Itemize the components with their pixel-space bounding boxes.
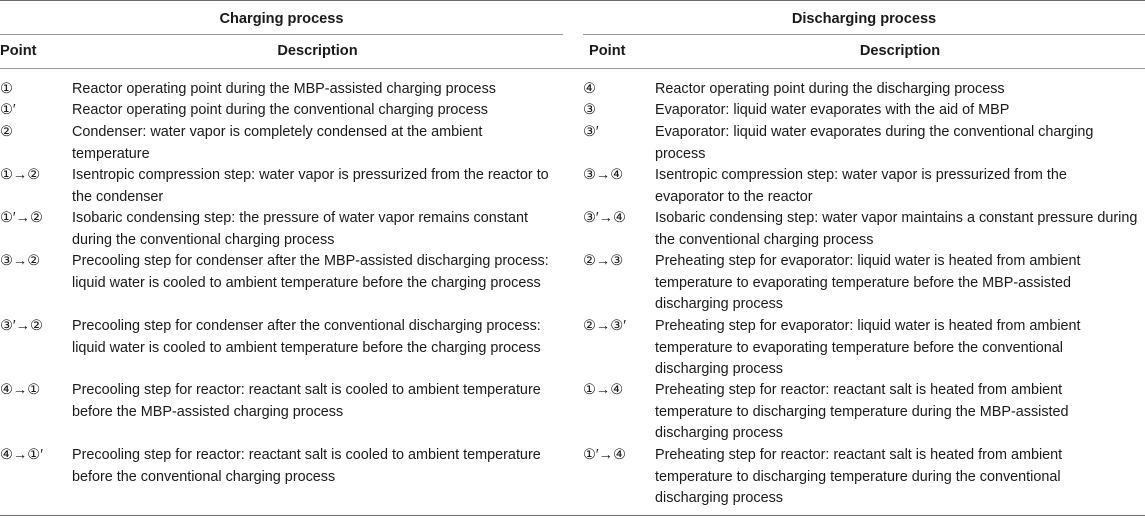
- charging-row-5-point: ①′→②: [0, 210, 43, 226]
- table-top-rule: [0, 0, 1145, 1]
- charging-title: Charging process: [219, 11, 344, 27]
- charging-row-4-point: ①→②: [0, 167, 41, 183]
- charging-section-rule: [0, 34, 563, 35]
- table-bottom-rule: [0, 515, 1145, 516]
- charging-row-9-point: ④→①′: [0, 447, 43, 463]
- discharging-row-5-point: ③′→④: [583, 210, 626, 226]
- charging-point-header: Point: [0, 43, 37, 59]
- discharging-row-4-point: ③→④: [583, 167, 624, 183]
- discharging-point-header: Point: [589, 43, 626, 59]
- discharging-row-5-description: Isobaric condensing step: water vapor maintains a constant pressure during the conventional charging process: [655, 210, 1138, 248]
- discharging-row-2-description: Evaporator: liquid water evaporates with the aid of MBP: [655, 102, 1010, 118]
- discharging-row-4-description: Isentropic compression step: water vapor is pressurized from the evaporator to the reactor: [655, 167, 1067, 205]
- charging-row-5-description: Isobaric condensing step: the pressure of water vapor remains constant during the conventional charging process: [72, 210, 528, 248]
- charging-row-2-description: Reactor operating point during the conventional charging process: [72, 102, 488, 118]
- charging-row-8-description: Precooling step for reactor: reactant salt is cooled to ambient temperature before the MBP-assisted charging process: [72, 382, 541, 420]
- discharging-row-7-description: Preheating step for evaporator: liquid water is heated from ambient temperature to evaporating temperature before the conventional discharging process: [655, 318, 1081, 378]
- discharging-row-9-description: Preheating step for reactor: reactant salt is heated from ambient temperature to discharging temperature during the conventional discharging process: [655, 447, 1063, 507]
- discharging-row-8-point: ①→④: [583, 382, 624, 398]
- discharging-row-7-point: ②→③′: [583, 318, 626, 334]
- discharging-description-header: Description: [859, 43, 941, 59]
- discharging-row-1-point: ④: [583, 81, 596, 97]
- charging-row-7-point: ③′→②: [0, 318, 43, 334]
- header-bottom-rule: [0, 68, 1145, 69]
- discharging-title: Discharging process: [791, 11, 937, 27]
- charging-row-1-point: ①: [0, 81, 13, 97]
- discharging-row-6-description: Preheating step for evaporator: liquid water is heated from ambient temperature to evaporating temperature before the MBP-assisted discharging process: [655, 253, 1081, 313]
- charging-row-2-point: ①′: [0, 102, 16, 118]
- discharging-row-2-point: ③: [583, 102, 596, 118]
- charging-row-6-description: Precooling step for condenser after the MBP-assisted discharging process: liquid water is cooled to ambient temperature before the charging process: [72, 253, 549, 291]
- charging-row-1-description: Reactor operating point during the MBP-assisted charging process: [72, 81, 496, 97]
- charging-row-8-point: ④→①: [0, 382, 41, 398]
- discharging-row-9-point: ①′→④: [583, 447, 626, 463]
- charging-row-7-description: Precooling step for condenser after the conventional discharging process: liquid water is cooled to ambient temperature before the charging process: [72, 318, 541, 356]
- discharging-row-1-description: Reactor operating point during the discharging process: [655, 81, 1005, 97]
- charging-row-9-description: Precooling step for reactor: reactant salt is cooled to ambient temperature before the conventional charging process: [72, 447, 541, 485]
- charging-row-6-point: ③→②: [0, 253, 41, 269]
- charging-row-4-description: Isentropic compression step: water vapor is pressurized from the reactor to the condenser: [72, 167, 549, 205]
- charging-description-header: Description: [277, 43, 358, 59]
- discharging-row-6-point: ②→③: [583, 253, 624, 269]
- charging-row-3-point: ②: [0, 124, 13, 140]
- charging-row-3-description: Condenser: water vapor is completely condensed at the ambient temperature: [72, 124, 483, 162]
- discharging-row-8-description: Preheating step for reactor: reactant salt is heated from ambient temperature to discharging temperature during the MBP-assisted discharging process: [655, 382, 1069, 442]
- discharging-section-rule: [583, 34, 1145, 35]
- discharging-row-3-description: Evaporator: liquid water evaporates during the conventional charging process: [655, 124, 1094, 162]
- discharging-row-3-point: ③′: [583, 124, 599, 140]
